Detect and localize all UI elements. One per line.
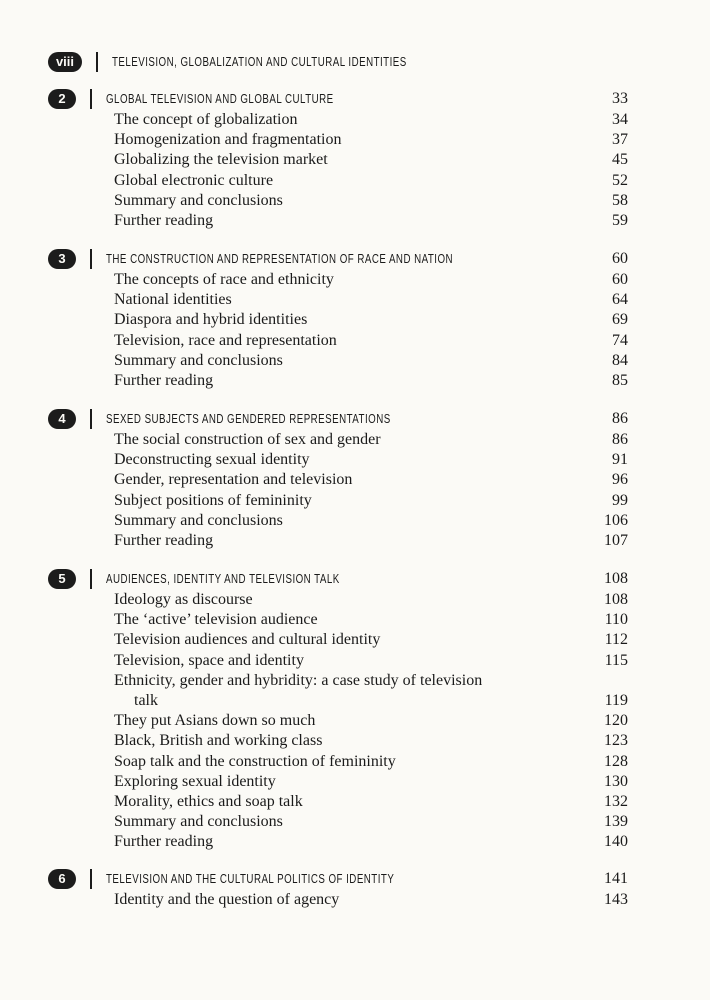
entry-page-number: 123 (604, 732, 628, 750)
chapter-block (48, 868, 628, 910)
entry-page-number: 130 (604, 772, 628, 790)
entry-title: The ‘active’ television audience (114, 611, 318, 629)
entry-title: The concept of globalization (114, 111, 298, 128)
toc-entry (48, 752, 628, 772)
toc-entry (48, 792, 628, 812)
entry-page-number: 74 (612, 331, 628, 349)
chapter-heading (48, 408, 628, 430)
chapter-heading (48, 248, 628, 270)
chapter-heading (48, 868, 628, 890)
chapter-block (48, 88, 628, 231)
entry-title: Homogenization and fragmentation (114, 131, 342, 149)
entry-page-number: 120 (604, 712, 628, 730)
entry-page-number: 91 (612, 451, 628, 469)
toc-entry (48, 171, 628, 191)
entry-title: Soap talk and the construction of femininity (114, 752, 396, 770)
entry-title: Television audiences and cultural identity (114, 631, 381, 649)
entry-title: Black, British and working class (114, 732, 323, 750)
entry-page-number: 106 (604, 511, 628, 529)
entry-page-number: 115 (604, 651, 628, 669)
entry-title: Further reading (114, 212, 214, 230)
entry-title: Diaspora and hybrid identities (114, 311, 308, 329)
toc-entry (48, 731, 628, 751)
entry-title: Television, space and identity (114, 651, 304, 669)
entry-title: Ethnicity, gender and hybridity: a case study of television (114, 671, 483, 689)
entry-title: Summary and conclusions (114, 511, 283, 529)
toc-entry (48, 110, 628, 130)
entry-page-number: 119 (604, 692, 628, 710)
chapter-title: GLOBAL TELEVISION AND GLOBAL CULTURE (106, 92, 334, 106)
divider-bar (90, 249, 92, 269)
entry-title: National identities (114, 291, 232, 309)
chapter-number-badge: 6 (48, 869, 76, 889)
toc-entry (48, 470, 628, 490)
entry-title: Summary and conclusions (114, 351, 283, 369)
entry-page-number: 139 (604, 813, 628, 831)
divider-bar (90, 89, 92, 109)
toc-entry (48, 890, 628, 910)
page-number-badge: viii (48, 52, 82, 72)
toc-entry (48, 270, 628, 290)
toc-entry (48, 211, 628, 231)
entry-page-number: 69 (612, 311, 628, 329)
chapter-title: SEXED SUBJECTS AND GENDERED REPRESENTATIONS (106, 412, 391, 426)
toc-entry (48, 310, 628, 330)
entry-title: Identity and the question of agency (114, 891, 340, 908)
divider-bar (90, 569, 92, 589)
entry-title: Further reading (114, 532, 214, 550)
chapter-number-badge: 5 (48, 569, 76, 589)
entry-title: They put Asians down so much (114, 712, 316, 730)
chapter-page-number: 60 (612, 250, 628, 267)
entry-title-continued: talk (134, 692, 158, 710)
entry-page-number: 99 (612, 491, 628, 509)
entry-page-number: 45 (612, 151, 628, 169)
toc-entry (48, 711, 628, 731)
entry-title: Summary and conclusions (114, 191, 283, 209)
toc-entry (48, 630, 628, 650)
toc-entry (48, 450, 628, 470)
entry-title: Gender, representation and television (114, 471, 353, 489)
chapter-heading (48, 88, 628, 110)
toc-entry (48, 331, 628, 351)
entry-title: The social construction of sex and gender (114, 431, 381, 448)
chapter-number-badge: 4 (48, 409, 76, 429)
entry-page-number: 86 (612, 431, 628, 448)
entry-page-number: 84 (612, 351, 628, 369)
toc-entry (48, 531, 628, 551)
toc-entry (48, 430, 628, 450)
entry-title: Further reading (114, 372, 214, 390)
toc-entry (48, 772, 628, 792)
entry-title: Exploring sexual identity (114, 772, 276, 790)
chapter-heading (48, 568, 628, 590)
entry-page-number: 140 (604, 833, 628, 851)
toc-entry (48, 610, 628, 630)
chapter-page-number: 108 (604, 570, 628, 587)
chapter-page-number: 86 (612, 410, 628, 427)
entry-page-number: 64 (612, 291, 628, 309)
running-head (48, 50, 490, 74)
toc-entry (48, 651, 628, 671)
chapter-page-number: 141 (604, 870, 628, 887)
entry-page-number: 110 (604, 611, 628, 629)
entry-title: Subject positions of femininity (114, 491, 312, 509)
toc-entry (48, 351, 628, 371)
entry-page-number: 52 (612, 171, 628, 189)
entry-page-number: 59 (612, 212, 628, 230)
entry-page-number: 107 (604, 532, 628, 550)
entry-page-number: 132 (604, 793, 628, 811)
divider-bar (90, 409, 92, 429)
toc-entry (48, 191, 628, 211)
entry-title: The concepts of race and ethnicity (114, 271, 334, 288)
chapter-block (48, 568, 628, 853)
entry-page-number: 37 (612, 131, 628, 149)
entry-title: Deconstructing sexual identity (114, 451, 310, 469)
entry-page-number: 58 (612, 191, 628, 209)
toc-entry (48, 130, 628, 150)
toc-entry (48, 150, 628, 170)
chapter-number-badge: 2 (48, 89, 76, 109)
chapter-title: THE CONSTRUCTION AND REPRESENTATION OF RACE AND NATION (106, 252, 454, 266)
toc-entry (48, 371, 628, 391)
chapter-block (48, 248, 628, 391)
entry-page-number: 96 (612, 471, 628, 489)
entry-title: Further reading (114, 833, 214, 851)
running-head-title: TELEVISION, GLOBALIZATION AND CULTURAL IDENTITIES (112, 55, 407, 69)
entry-page-number: 85 (612, 372, 628, 390)
entry-page-number: 108 (604, 591, 628, 608)
entry-page-number: 60 (612, 271, 628, 288)
chapter-number-badge: 3 (48, 249, 76, 269)
entry-title: Summary and conclusions (114, 813, 283, 831)
chapter-block (48, 408, 628, 551)
entry-title: Global electronic culture (114, 171, 274, 189)
divider-bar (90, 869, 92, 889)
entry-title: Ideology as discourse (114, 591, 253, 608)
entry-title: Globalizing the television market (114, 151, 328, 169)
toc-entry (48, 290, 628, 310)
toc-entry (48, 832, 628, 852)
toc-entry (48, 491, 628, 511)
chapter-title: AUDIENCES, IDENTITY AND TELEVISION TALK (106, 572, 340, 586)
entry-page-number: 34 (612, 111, 628, 128)
toc-entry (48, 511, 628, 531)
entry-page-number: 112 (604, 631, 628, 649)
entry-page-number: 128 (604, 752, 628, 770)
chapter-title: TELEVISION AND THE CULTURAL POLITICS OF IDENTITY (106, 872, 395, 886)
entry-page-number: 143 (604, 891, 628, 908)
toc-entry (48, 812, 628, 832)
toc-entry (48, 590, 628, 610)
chapter-page-number: 33 (612, 90, 628, 107)
entry-title: Television, race and representation (114, 331, 337, 349)
entry-title: Morality, ethics and soap talk (114, 793, 303, 811)
toc-entry (48, 671, 628, 711)
divider-bar (96, 52, 98, 72)
